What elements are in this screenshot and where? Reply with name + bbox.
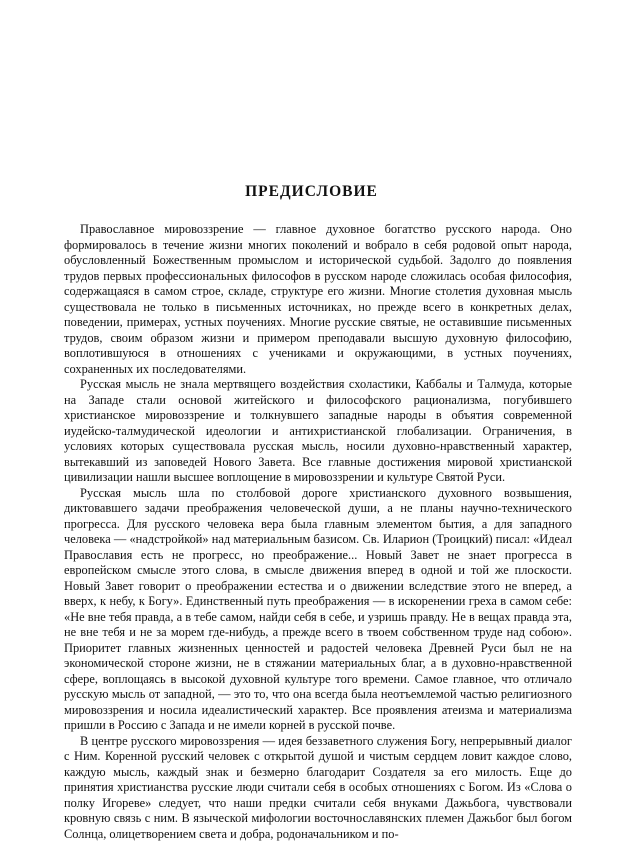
page-title: ПРЕДИСЛОВИЕ [0,183,623,201]
preface-body [64,222,572,842]
paragraph-3: Русская мысль шла по столбовой дороге христианского духовного возвышения, диктовавшего задачи преображения человеческой души, а не планы научно-технического прогресса. Для русского человека вера была главным элементом бытия, а для западного человека — «надстройкой» над материальным базисом. Св. Иларион (Троицкий) писал: «Идеал Православия есть не прогресс, но преображение... Новый Завет не знает прогресса в европейском смысле этого слова, в смысле движения вперед в одной и той же плоскости. Новый Завет говорит о преображении естества и о движении вследствие этого не вперед, а вверх, к небу, к Богу». Единственный путь преображения — в искоренении греха в самом себе: «Не вне тебя правда, а в тебе самом, найди себя в себе, и узришь правду. Не в вещах правда эта, не вне тебя и не за морем где-нибудь, а прежде всего в твоем собственном труде над собою». Приоритет главных жизненных ценностей и радостей человека Древней Руси был не на экономической стороне жизни, не в стяжании материальных благ, а в духовно-нравственной сфере, воплощаясь в высокой духовной культуре того времени. Самое главное, что отличало русскую мысль от западной, — это то, что она всегда была неотъемлемой частью религиозного мировоззрения и носила идеалистический характер. Все проявления атеизма и материализма пришли в Россию с Запада и не имели корней в русской почве. [64,486,572,734]
paragraph-1: Православное мировоззрение — главное духовное богатство русского народа. Оно формировалось в течение жизни многих поколений и вобрало в себя родовой опыт народа, обусловленный Божественным промыслом и исторической судьбой. Задолго до появления трудов первых профессиональных философов в русском народе сложилась особая философия, содержащаяся в самом строе, складе, структуре его жизни. Многие столетия духовная мысль существовала не только в письменных источниках, но прежде всего в конкретных делах, поведении, примерах, устных поучениях. Многие русские святые, не оставившие письменных трудов, своим образом жизни и примером преподавали высшую духовную философию, воплотившуюся в отношениях с учениками и окружающими, в устных поучениях, сохраненных их последователями. [64,222,572,377]
paragraph-4: В центре русского мировоззрения — идея беззаветного служения Богу, непрерывный диалог с Ним. Коренной русский человек с открытой душой и чистым сердцем ловит каждое слово, каждую мысль, каждый знак и безмерно благодарит Создателя за его милость. Еще до принятия христианства русские люди считали себя в особых отношениях с Богом. Из «Слова о полку Игореве» следует, что наши предки считали себя внуками Дажьбога, чувствовали кровную связь с ним. В языческой мифологии восточнославянских племен Дажьбог был богом Солнца, олицетворением света и добра, родоначальником и по- [64,734,572,842]
paragraph-2: Русская мысль не знала мертвящего воздействия схоластики, Каббалы и Талмуда, которые на Западе стали основой житейского и философского рационализма, погубившего христианское мировоззрение и толкнувшего западные народы в объятия современной иудейско-талмудической идеологии и антихристианской глобализации. Ограничения, в условиях которых существовала русская мысль, носили духовно-нравственный характер, вытекавший из заповедей Нового Завета. Все главные достижения мировой христианской цивилизации нашли высшее воплощение в мировоззрении и культуре Святой Руси. [64,377,572,486]
